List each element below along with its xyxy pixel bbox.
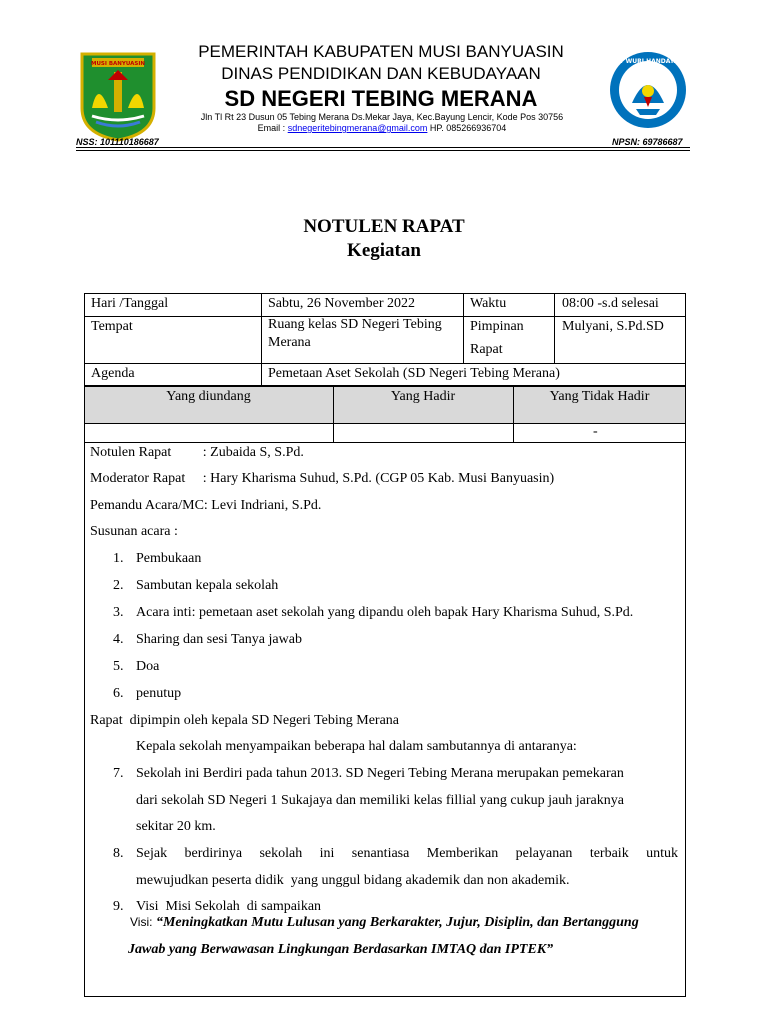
- pimpinan-label-line2: Rapat: [470, 342, 503, 357]
- point-line: Sejak berdirinya sekolah ini senantiasa Memberikan pelayanan terbaik untuk: [136, 846, 678, 861]
- info-col-divider: [463, 293, 464, 363]
- school-name: SD NEGERI TEBING MERANA: [224, 86, 538, 111]
- agenda-item: Sambutan kepala sekolah: [136, 578, 279, 593]
- col-absent-header: Yang Tidak Hadir: [549, 389, 650, 404]
- agenda-item-number: 2.: [113, 578, 124, 593]
- point-number: 7.: [113, 766, 124, 781]
- absent-value: -: [593, 424, 598, 439]
- hari-value: Sabtu, 26 November 2022: [268, 296, 415, 311]
- document-subtitle: Kegiatan: [347, 240, 421, 261]
- agenda-item-number: 1.: [113, 551, 124, 566]
- visi-label: Visi:: [130, 915, 153, 929]
- point-line: Sekolah ini Berdiri pada tahun 2013. SD Negeri Tebing Merana merupakan pemekaran: [136, 766, 624, 781]
- agenda-item: Doa: [136, 659, 160, 674]
- agenda-item-number: 6.: [113, 686, 124, 701]
- hari-label: Hari /Tanggal: [91, 296, 169, 311]
- tempat-value-line1: Ruang kelas SD Negeri Tebing: [268, 317, 442, 332]
- department-name: DINAS PENDIDIKAN DAN KEBUDAYAAN: [221, 64, 541, 83]
- document-title: NOTULEN RAPAT: [303, 216, 465, 237]
- remarks-intro: Kepala sekolah menyampaikan beberapa hal dalam sambutannya di antaranya:: [136, 739, 577, 754]
- agenda-item-number: 3.: [113, 605, 124, 620]
- government-name: PEMERINTAH KABUPATEN MUSI BANYUASIN: [198, 42, 564, 61]
- tempat-label: Tempat: [91, 319, 133, 334]
- agenda-item: penutup: [136, 686, 182, 701]
- agenda-item: Pembukaan: [136, 551, 202, 566]
- svg-text:TUT WURI HANDAYANI: TUT WURI HANDAYANI: [610, 58, 686, 65]
- letterhead-rule-thick: [76, 147, 690, 148]
- waktu-value: 08:00 -s.d selesai: [562, 296, 659, 311]
- svg-text:MUSI BANYUASIN: MUSI BANYUASIN: [90, 61, 146, 67]
- info-col-divider: [554, 293, 555, 363]
- info-col-divider: [261, 363, 262, 386]
- info-col-divider: [261, 293, 262, 363]
- pimpinan-value: Mulyani, S.Pd.SD: [562, 319, 664, 334]
- agenda-heading: Susunan acara :: [90, 524, 178, 539]
- agenda-value: Pemetaan Aset Sekolah (SD Negeri Tebing Merana): [268, 366, 560, 381]
- point-line: sekitar 20 km.: [136, 819, 216, 834]
- agenda-item: Acara inti: pemetaan aset sekolah yang dipandu oleh bapak Hary Kharisma Suhud, S.Pd.: [136, 605, 634, 620]
- visi-text-line1: “Meningkatkan Mutu Lulusan yang Berkarakter, Jujur, Disiplin, dan Bertanggung: [152, 915, 639, 930]
- point-line: mewujudkan peserta didik yang unggul bidang akademik dan non akademik.: [136, 873, 570, 888]
- point-line: Visi Misi Sekolah di sampaikan: [136, 899, 322, 914]
- point-number: 8.: [113, 846, 124, 861]
- contact-line: [0, 123, 766, 133]
- phone-number: HP. 085266936704: [427, 123, 507, 133]
- agenda-item: Sharing dan sesi Tanya jawab: [136, 632, 302, 647]
- npsn-number: NPSN: 69786687: [612, 137, 683, 147]
- notulen-line: Notulen Rapat : Zubaida S, S.Pd.: [90, 445, 304, 460]
- tempat-value-line2: Merana: [268, 335, 311, 350]
- pimpinan-label-line1: Pimpinan: [470, 319, 524, 334]
- col-invited-header: Yang diundang: [166, 389, 251, 404]
- visi-line1: [130, 915, 639, 931]
- mc-line: Pemandu Acara/MC: Levi Indriani, S.Pd.: [90, 498, 322, 513]
- agenda-label: Agenda: [91, 366, 135, 381]
- point-number: 9.: [113, 899, 124, 914]
- school-address: Jln Tl Rt 23 Dusun 05 Tebing Merana Ds.Mekar Jaya, Kec.Bayung Lencir, Kode Pos 30756: [200, 112, 564, 122]
- agenda-item-number: 5.: [113, 659, 124, 674]
- visi-text-line2: Jawab yang Berwawasan Lingkungan Berdasarkan IMTAQ dan IPTEK”: [128, 942, 554, 957]
- waktu-label: Waktu: [470, 296, 507, 311]
- nss-number: NSS: 101110186687: [76, 137, 159, 147]
- email-link[interactable]: sdnegeritebingmerana@gmail.com: [287, 123, 428, 133]
- email-label: Email :: [257, 123, 288, 133]
- letterhead-rule-thin: [76, 150, 690, 151]
- point-line: dari sekolah SD Negeri 1 Sukajaya dan memiliki kelas fillial yang cukup jauh jaraknya: [136, 793, 624, 808]
- moderator-line: Moderator Rapat : Hary Kharisma Suhud, S.Pd. (CGP 05 Kab. Musi Banyuasin): [90, 471, 555, 486]
- col-present-header: Yang Hadir: [390, 389, 456, 404]
- led-by-line: Rapat dipimpin oleh kepala SD Negeri Tebing Merana: [90, 713, 400, 728]
- agenda-item-number: 4.: [113, 632, 124, 647]
